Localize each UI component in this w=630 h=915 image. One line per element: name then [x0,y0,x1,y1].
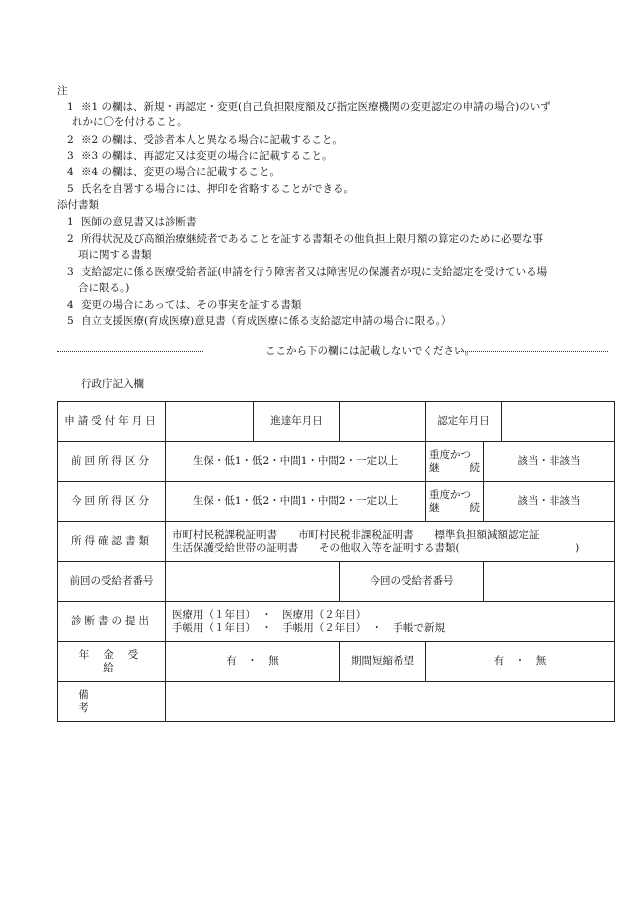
notes-heading: 注 [57,85,68,97]
row-remarks [58,682,615,722]
income-documents-options[interactable]: 市町村民税課税証明書 市町村民税非課税証明書 標準負担額減額認定証 生活保護受給世帯の証明書 その他収入等を証明する書類( ) [166,522,615,562]
current-income-label: 今回所得区分 [58,482,166,522]
diagnosis-submission-options[interactable]: 医療用（１年目） ・ 医療用（２年目） 手帳用（１年目） ・ 手帳用（２年目） ・ 手帳で新規 [166,602,615,642]
attachment-item-5: 5 自立支援医療(育成医療)意見書（育成医療に係る支給認定申請の場合に限る。） [67,315,452,327]
previous-income-options[interactable]: 生保・低1・低2・中間1・中間2・一定以上 [166,442,426,482]
application-date-field[interactable] [166,402,254,442]
remarks-label: 備考 [58,682,166,722]
current-recipient-number-label: 今回の受給者番号 [340,562,484,602]
row-recipient-numbers [58,562,615,602]
note-item-3: 3 ※3 の欄は、再認定又は変更の場合に記載すること。 [67,150,333,162]
section-title: 行政庁記入欄 [81,378,144,390]
previous-recipient-number-label: 前回の受給者番号 [58,562,166,602]
divider-dots-left [57,351,203,352]
period-shortening-label: 期間短縮希望 [340,642,426,682]
remarks-field[interactable] [166,682,615,722]
attachment-item-4: 4 変更の場合にあっては、その事実を証する書類 [67,299,302,311]
attachment-item-2: 2 所得状況及び高額治療継続者であることを証する書類その他負担上限月額の算定のために必要な事 [67,233,543,245]
approval-date-field[interactable] [502,402,615,442]
row-previous-income [58,442,615,482]
attachments-heading: 添付書類 [57,199,99,211]
pension-options[interactable]: 有 ・ 無 [166,642,340,682]
note-item-2: 2 ※2 の欄は、受診者本人と異なる場合に記載すること。 [67,134,344,146]
note-item-4: 4 ※4 の欄は、変更の場合に記載すること。 [67,166,281,178]
diagnosis-submission-label: 診断書の提出 [58,602,166,642]
attachment-item-1: 1 医師の意見書又は診断書 [67,216,197,228]
current-income-options[interactable]: 生保・低1・低2・中間1・中間2・一定以上 [166,482,426,522]
previous-severe-options[interactable]: 該当・非該当 [484,442,615,482]
current-severe-label: 重度かつ 継続 [426,482,484,522]
note-item-1: 1 ※1 の欄は、新規・再認定・変更(自己負担限度額及び指定医療機関の変更認定の申請の場合)のいず [67,101,551,113]
divider-text: ここから下の欄には記載しないでください。 [265,345,475,357]
previous-recipient-number-field[interactable] [166,562,340,602]
period-shortening-options[interactable]: 有 ・ 無 [426,642,615,682]
divider-dots-right [459,351,608,352]
office-use-table [57,401,615,722]
current-severe-options[interactable]: 該当・非該当 [484,482,615,522]
row-diagnosis-submission [58,602,615,642]
note-item-1-cont: れかに〇を付けること。 [72,116,188,128]
attachment-item-3-cont: 合に限る。) [78,282,130,294]
row-application-date [58,402,615,442]
income-documents-label: 所得確認書類 [58,522,166,562]
row-income-documents [58,522,615,562]
forward-date-field[interactable] [340,402,426,442]
previous-severe-label: 重度かつ 継続 [426,442,484,482]
forward-date-label: 進達年月日 [254,402,340,442]
row-pension [58,642,615,682]
previous-income-label: 前回所得区分 [58,442,166,482]
current-recipient-number-field[interactable] [484,562,615,602]
attachment-item-3: 3 支給認定に係る医療受給者証(申請を行う障害者又は障害児の保護者が現に支給認定を受けている場 [67,266,548,278]
office-use-divider [57,344,608,358]
row-current-income [58,482,615,522]
note-item-5: 5 氏名を自署する場合には、押印を省略することができる。 [67,183,354,195]
approval-date-label: 認定年月日 [426,402,502,442]
application-date-label: 申請受付年月日 [58,402,166,442]
attachment-item-2-cont: 項に関する書類 [78,249,152,261]
pension-label: 年金受給 [58,642,166,682]
